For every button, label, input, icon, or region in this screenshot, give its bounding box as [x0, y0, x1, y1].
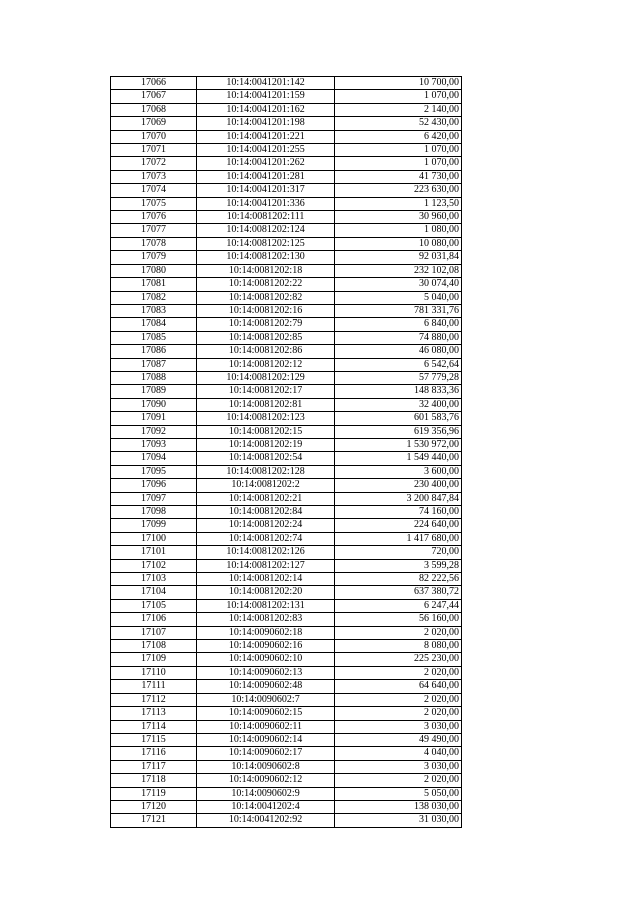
- cadastral-number-cell: 10:14:0081202:111: [196, 211, 334, 224]
- table-row: [111, 144, 462, 157]
- cadastral-number-cell: 10:14:0081202:126: [196, 546, 334, 559]
- row-number-cell: 17098: [111, 506, 197, 519]
- cadastral-number-cell: 10:14:0081202:21: [196, 492, 334, 505]
- row-number-cell: 17114: [111, 720, 197, 733]
- cadastral-number-cell: 10:14:0081202:54: [196, 452, 334, 465]
- table-row: [111, 224, 462, 237]
- row-number-cell: 17083: [111, 304, 197, 317]
- value-cell: 6 420,00: [335, 130, 462, 143]
- row-number-cell: 17087: [111, 358, 197, 371]
- cadastral-number-cell: 10:14:0041201:221: [196, 130, 334, 143]
- registry-table-body: [111, 77, 462, 828]
- value-cell: 1 123,50: [335, 197, 462, 210]
- cadastral-number-cell: 10:14:0041201:159: [196, 90, 334, 103]
- cadastral-number-cell: 10:14:0041201:198: [196, 117, 334, 130]
- row-number-cell: 17107: [111, 626, 197, 639]
- cadastral-number-cell: 10:14:0090602:14: [196, 733, 334, 746]
- value-cell: 41 730,00: [335, 170, 462, 183]
- table-row: [111, 331, 462, 344]
- table-row: [111, 506, 462, 519]
- value-cell: 2 020,00: [335, 693, 462, 706]
- table-row: [111, 760, 462, 773]
- row-number-cell: 17095: [111, 465, 197, 478]
- cadastral-number-cell: 10:14:0090602:11: [196, 720, 334, 733]
- row-number-cell: 17112: [111, 693, 197, 706]
- row-number-cell: 17082: [111, 291, 197, 304]
- cadastral-number-cell: 10:14:0041201:255: [196, 144, 334, 157]
- row-number-cell: 17104: [111, 586, 197, 599]
- value-cell: 3 600,00: [335, 465, 462, 478]
- cadastral-number-cell: 10:14:0081202:74: [196, 532, 334, 545]
- value-cell: 224 640,00: [335, 519, 462, 532]
- cadastral-number-cell: 10:14:0090602:8: [196, 760, 334, 773]
- table-row: [111, 438, 462, 451]
- cadastral-number-cell: 10:14:0081202:15: [196, 425, 334, 438]
- cadastral-number-cell: 10:14:0081202:22: [196, 278, 334, 291]
- row-number-cell: 17120: [111, 800, 197, 813]
- table-row: [111, 371, 462, 384]
- value-cell: 230 400,00: [335, 479, 462, 492]
- value-cell: 232 102,08: [335, 264, 462, 277]
- cadastral-number-cell: 10:14:0041201:162: [196, 103, 334, 116]
- row-number-cell: 17075: [111, 197, 197, 210]
- cadastral-number-cell: 10:14:0041201:336: [196, 197, 334, 210]
- row-number-cell: 17121: [111, 814, 197, 827]
- value-cell: 46 080,00: [335, 345, 462, 358]
- cadastral-number-cell: 10:14:0081202:128: [196, 465, 334, 478]
- table-row: [111, 640, 462, 653]
- value-cell: 5 040,00: [335, 291, 462, 304]
- row-number-cell: 17085: [111, 331, 197, 344]
- row-number-cell: 17090: [111, 398, 197, 411]
- cadastral-number-cell: 10:14:0041201:281: [196, 170, 334, 183]
- table-row: [111, 693, 462, 706]
- table-row: [111, 345, 462, 358]
- value-cell: 3 599,28: [335, 559, 462, 572]
- table-row: [111, 412, 462, 425]
- row-number-cell: 17068: [111, 103, 197, 116]
- value-cell: 1 530 972,00: [335, 438, 462, 451]
- table-row: [111, 264, 462, 277]
- table-row: [111, 599, 462, 612]
- row-number-cell: 17086: [111, 345, 197, 358]
- value-cell: 5 050,00: [335, 787, 462, 800]
- value-cell: 2 020,00: [335, 774, 462, 787]
- value-cell: 1 070,00: [335, 90, 462, 103]
- cadastral-number-cell: 10:14:0081202:86: [196, 345, 334, 358]
- row-number-cell: 17079: [111, 251, 197, 264]
- value-cell: 92 031,84: [335, 251, 462, 264]
- value-cell: 49 490,00: [335, 733, 462, 746]
- cadastral-number-cell: 10:14:0081202:81: [196, 398, 334, 411]
- cadastral-number-cell: 10:14:0081202:2: [196, 479, 334, 492]
- value-cell: 3 030,00: [335, 760, 462, 773]
- cadastral-number-cell: 10:14:0081202:85: [196, 331, 334, 344]
- table-row: [111, 278, 462, 291]
- value-cell: 4 040,00: [335, 747, 462, 760]
- cadastral-number-cell: 10:14:0090602:15: [196, 707, 334, 720]
- row-number-cell: 17089: [111, 385, 197, 398]
- cadastral-number-cell: 10:14:0090602:12: [196, 774, 334, 787]
- cadastral-number-cell: 10:14:0090602:7: [196, 693, 334, 706]
- cadastral-number-cell: 10:14:0090602:9: [196, 787, 334, 800]
- table-row: [111, 800, 462, 813]
- value-cell: 225 230,00: [335, 653, 462, 666]
- value-cell: 3 200 847,84: [335, 492, 462, 505]
- cadastral-number-cell: 10:14:0041201:262: [196, 157, 334, 170]
- cadastral-number-cell: 10:14:0081202:79: [196, 318, 334, 331]
- value-cell: 223 630,00: [335, 184, 462, 197]
- row-number-cell: 17077: [111, 224, 197, 237]
- cadastral-number-cell: 10:14:0081202:83: [196, 613, 334, 626]
- row-number-cell: 17094: [111, 452, 197, 465]
- table-row: [111, 586, 462, 599]
- value-cell: 8 080,00: [335, 640, 462, 653]
- row-number-cell: 17080: [111, 264, 197, 277]
- value-cell: 6 542,64: [335, 358, 462, 371]
- value-cell: 31 030,00: [335, 814, 462, 827]
- table-row: [111, 492, 462, 505]
- registry-table: [110, 76, 462, 828]
- table-row: [111, 626, 462, 639]
- row-number-cell: 17100: [111, 532, 197, 545]
- row-number-cell: 17076: [111, 211, 197, 224]
- row-number-cell: 17102: [111, 559, 197, 572]
- value-cell: 637 380,72: [335, 586, 462, 599]
- value-cell: 82 222,56: [335, 573, 462, 586]
- cadastral-number-cell: 10:14:0081202:129: [196, 371, 334, 384]
- table-row: [111, 465, 462, 478]
- table-row: [111, 385, 462, 398]
- table-row: [111, 90, 462, 103]
- value-cell: 1 417 680,00: [335, 532, 462, 545]
- table-row: [111, 814, 462, 827]
- table-row: [111, 546, 462, 559]
- table-row: [111, 304, 462, 317]
- row-number-cell: 17066: [111, 77, 197, 90]
- table-row: [111, 130, 462, 143]
- row-number-cell: 17113: [111, 707, 197, 720]
- table-row: [111, 573, 462, 586]
- table-row: [111, 747, 462, 760]
- table-row: [111, 77, 462, 90]
- table-row: [111, 157, 462, 170]
- row-number-cell: 17108: [111, 640, 197, 653]
- table-row: [111, 653, 462, 666]
- value-cell: 10 700,00: [335, 77, 462, 90]
- cadastral-number-cell: 10:14:0081202:131: [196, 599, 334, 612]
- value-cell: 781 331,76: [335, 304, 462, 317]
- cadastral-number-cell: 10:14:0090602:48: [196, 680, 334, 693]
- table-row: [111, 519, 462, 532]
- row-number-cell: 17115: [111, 733, 197, 746]
- row-number-cell: 17070: [111, 130, 197, 143]
- table-row: [111, 452, 462, 465]
- value-cell: 32 400,00: [335, 398, 462, 411]
- cadastral-number-cell: 10:14:0081202:14: [196, 573, 334, 586]
- cadastral-number-cell: 10:14:0041201:142: [196, 77, 334, 90]
- table-row: [111, 425, 462, 438]
- table-row: [111, 532, 462, 545]
- value-cell: 148 833,36: [335, 385, 462, 398]
- value-cell: 2 140,00: [335, 103, 462, 116]
- row-number-cell: 17067: [111, 90, 197, 103]
- value-cell: 2 020,00: [335, 666, 462, 679]
- value-cell: 1 070,00: [335, 144, 462, 157]
- row-number-cell: 17119: [111, 787, 197, 800]
- row-number-cell: 17097: [111, 492, 197, 505]
- row-number-cell: 17072: [111, 157, 197, 170]
- row-number-cell: 17092: [111, 425, 197, 438]
- row-number-cell: 17073: [111, 170, 197, 183]
- table-row: [111, 291, 462, 304]
- cadastral-number-cell: 10:14:0041202:92: [196, 814, 334, 827]
- row-number-cell: 17111: [111, 680, 197, 693]
- row-number-cell: 17117: [111, 760, 197, 773]
- cadastral-number-cell: 10:14:0081202:18: [196, 264, 334, 277]
- cadastral-number-cell: 10:14:0081202:125: [196, 237, 334, 250]
- table-row: [111, 197, 462, 210]
- cadastral-number-cell: 10:14:0081202:12: [196, 358, 334, 371]
- table-row: [111, 733, 462, 746]
- value-cell: 6 247,44: [335, 599, 462, 612]
- cadastral-number-cell: 10:14:0081202:24: [196, 519, 334, 532]
- table-row: [111, 211, 462, 224]
- value-cell: 2 020,00: [335, 707, 462, 720]
- row-number-cell: 17096: [111, 479, 197, 492]
- row-number-cell: 17106: [111, 613, 197, 626]
- table-row: [111, 707, 462, 720]
- value-cell: 52 430,00: [335, 117, 462, 130]
- row-number-cell: 17091: [111, 412, 197, 425]
- value-cell: 30 074,40: [335, 278, 462, 291]
- row-number-cell: 17088: [111, 371, 197, 384]
- value-cell: 1 549 440,00: [335, 452, 462, 465]
- row-number-cell: 17116: [111, 747, 197, 760]
- table-row: [111, 117, 462, 130]
- table-row: [111, 184, 462, 197]
- table-row: [111, 774, 462, 787]
- value-cell: 74 160,00: [335, 506, 462, 519]
- cadastral-number-cell: 10:14:0081202:127: [196, 559, 334, 572]
- cadastral-number-cell: 10:14:0090602:13: [196, 666, 334, 679]
- value-cell: 30 960,00: [335, 211, 462, 224]
- table-row: [111, 398, 462, 411]
- cadastral-number-cell: 10:14:0081202:20: [196, 586, 334, 599]
- row-number-cell: 17093: [111, 438, 197, 451]
- value-cell: 1 070,00: [335, 157, 462, 170]
- cadastral-number-cell: 10:14:0090602:17: [196, 747, 334, 760]
- value-cell: 64 640,00: [335, 680, 462, 693]
- cadastral-number-cell: 10:14:0090602:10: [196, 653, 334, 666]
- value-cell: 6 840,00: [335, 318, 462, 331]
- row-number-cell: 17099: [111, 519, 197, 532]
- cadastral-number-cell: 10:14:0081202:123: [196, 412, 334, 425]
- table-row: [111, 251, 462, 264]
- value-cell: 74 880,00: [335, 331, 462, 344]
- value-cell: 10 080,00: [335, 237, 462, 250]
- value-cell: 3 030,00: [335, 720, 462, 733]
- row-number-cell: 17109: [111, 653, 197, 666]
- value-cell: 1 080,00: [335, 224, 462, 237]
- row-number-cell: 17078: [111, 237, 197, 250]
- cadastral-number-cell: 10:14:0081202:19: [196, 438, 334, 451]
- row-number-cell: 17069: [111, 117, 197, 130]
- table-row: [111, 103, 462, 116]
- table-row: [111, 720, 462, 733]
- row-number-cell: 17074: [111, 184, 197, 197]
- table-row: [111, 479, 462, 492]
- cadastral-number-cell: 10:14:0090602:18: [196, 626, 334, 639]
- row-number-cell: 17084: [111, 318, 197, 331]
- cadastral-number-cell: 10:14:0081202:130: [196, 251, 334, 264]
- table-row: [111, 666, 462, 679]
- cadastral-number-cell: 10:14:0081202:124: [196, 224, 334, 237]
- value-cell: 56 160,00: [335, 613, 462, 626]
- table-row: [111, 613, 462, 626]
- row-number-cell: 17081: [111, 278, 197, 291]
- table-row: [111, 680, 462, 693]
- cadastral-number-cell: 10:14:0041202:4: [196, 800, 334, 813]
- value-cell: 138 030,00: [335, 800, 462, 813]
- table-row: [111, 358, 462, 371]
- row-number-cell: 17118: [111, 774, 197, 787]
- row-number-cell: 17101: [111, 546, 197, 559]
- value-cell: 57 779,28: [335, 371, 462, 384]
- cadastral-number-cell: 10:14:0090602:16: [196, 640, 334, 653]
- row-number-cell: 17105: [111, 599, 197, 612]
- cadastral-number-cell: 10:14:0081202:82: [196, 291, 334, 304]
- row-number-cell: 17103: [111, 573, 197, 586]
- cadastral-number-cell: 10:14:0041201:317: [196, 184, 334, 197]
- table-row: [111, 787, 462, 800]
- table-row: [111, 237, 462, 250]
- row-number-cell: 17071: [111, 144, 197, 157]
- value-cell: 720,00: [335, 546, 462, 559]
- table-row: [111, 170, 462, 183]
- row-number-cell: 17110: [111, 666, 197, 679]
- table-row: [111, 318, 462, 331]
- table-row: [111, 559, 462, 572]
- cadastral-number-cell: 10:14:0081202:84: [196, 506, 334, 519]
- value-cell: 619 356,96: [335, 425, 462, 438]
- cadastral-number-cell: 10:14:0081202:16: [196, 304, 334, 317]
- cadastral-number-cell: 10:14:0081202:17: [196, 385, 334, 398]
- value-cell: 601 583,76: [335, 412, 462, 425]
- value-cell: 2 020,00: [335, 626, 462, 639]
